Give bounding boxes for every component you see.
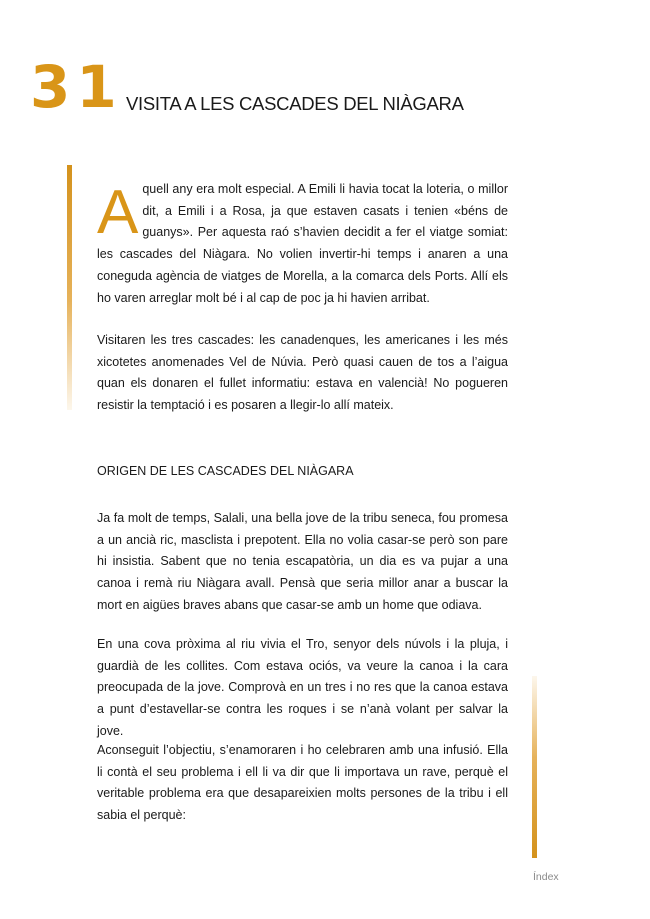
- section-paragraph-3: Aconseguit l’objectiu, s’enamoraren i ho celebraren amb una infusió. Ella li contà el seu problema i ell li va dir que li importava un rave, perquè el veritable problema era que desapareixien molts persones de la tribu i ell sabia el perquè:: [97, 743, 508, 823]
- chapter-title: VISITA A LES CASCADES DEL NIÀGARA: [126, 93, 464, 114]
- drop-cap: A: [97, 178, 139, 247]
- intro-paragraph-1: [97, 179, 508, 309]
- decorative-bar-left: [67, 165, 72, 410]
- intro-paragraph-1-text: quell any era molt especial. A Emili li havia tocat la loteria, o millor dit, a Emili i a Rosa, ja que estaven casats i tenien «béns de guanys». Per aquesta raó s’havien decidit a fer el viatge somiat: les cascades del Niàgara. No volien invertir-hi temps i anaren a una coneguda agència de viatges de Morella, a la comarca dels Ports. Allí els ho varen arreglar molt bé i al cap de poc ja hi havien arribat.: [97, 182, 508, 305]
- section-heading: ORIGEN DE LES CASCADES DEL NIÀGARA: [97, 464, 354, 478]
- index-link[interactable]: Índex: [533, 871, 559, 883]
- chapter-number: 31: [30, 53, 123, 121]
- section-paragraph-1: Ja fa molt de temps, Salali, una bella jove de la tribu seneca, fou promesa a un ancià ric, masclista i prepotent. Ella no volia casar-se però son pare hi insistia. Sabent que no tenia escapatòria, un dia es va pujar a una canoa i remà riu Niàgara avall. Pensà que seria millor anar a buscar la mort en aigües braves abans que casar-se amb un home que odiava.: [97, 511, 508, 612]
- intro-paragraph-2: Visitaren les tres cascades: les canadenques, les americanes i les més xicotetes anomenades Vel de Núvia. Però quasi cauen de tos a l’aigua quan els donaren el fullet informatiu: estava en valencià! No pogueren resistir la temptació i es posaren a llegir-lo allí mateix.: [97, 333, 508, 413]
- section-paragraph-2: En una cova pròxima al riu vivia el Tro, senyor dels núvols i la pluja, i guardià de les collites. Com estava ociós, va veure la canoa i la cara preocupada de la jove. Comprovà en un tres i no res que la canoa estava a punt d’estavellar-se contra les roques i se n’anà volant per salvar la jove.: [97, 637, 508, 738]
- decorative-bar-right: [532, 676, 537, 858]
